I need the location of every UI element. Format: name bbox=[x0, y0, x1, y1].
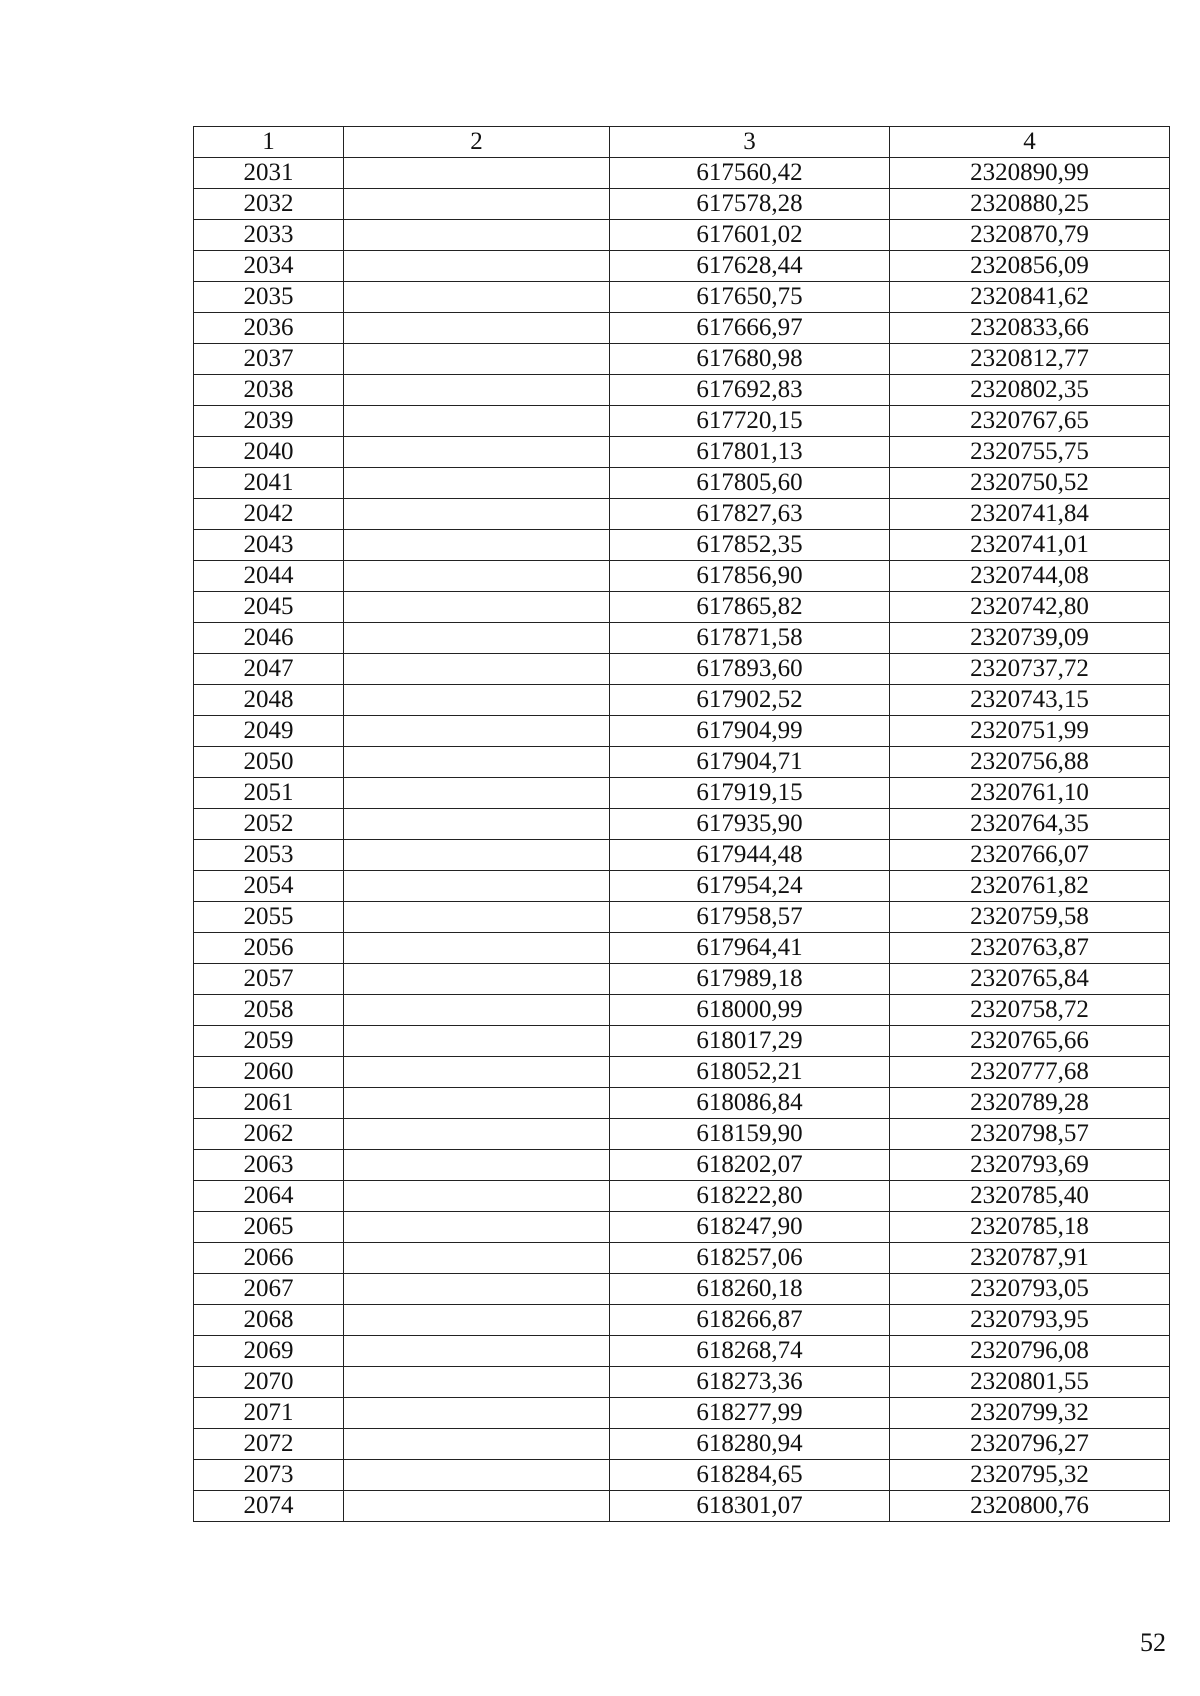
table-cell-col-3: 618159,90 bbox=[610, 1119, 890, 1150]
table-cell-col-2 bbox=[344, 623, 610, 654]
page-number: 52 bbox=[1140, 1628, 1166, 1657]
table-row bbox=[194, 468, 1170, 499]
table-cell-col-3: 617692,83 bbox=[610, 375, 890, 406]
table-cell-col-4: 2320766,07 bbox=[890, 840, 1170, 871]
table-cell-col-3: 618280,94 bbox=[610, 1429, 890, 1460]
table-cell-col-2 bbox=[344, 313, 610, 344]
table-cell-col-1: 2058 bbox=[194, 995, 344, 1026]
table-cell-col-3: 617935,90 bbox=[610, 809, 890, 840]
table-cell-col-3: 618301,07 bbox=[610, 1491, 890, 1522]
table-cell-col-4: 2320739,09 bbox=[890, 623, 1170, 654]
table-cell-col-3: 618273,36 bbox=[610, 1367, 890, 1398]
table-cell-col-3: 617560,42 bbox=[610, 158, 890, 189]
table-cell-col-3: 617919,15 bbox=[610, 778, 890, 809]
table-cell-col-2 bbox=[344, 158, 610, 189]
table-cell-col-2 bbox=[344, 747, 610, 778]
table-cell-col-1: 2053 bbox=[194, 840, 344, 871]
table-cell-col-4: 2320764,35 bbox=[890, 809, 1170, 840]
table-cell-col-2 bbox=[344, 1119, 610, 1150]
table-row bbox=[194, 313, 1170, 344]
table-cell-col-3: 618266,87 bbox=[610, 1305, 890, 1336]
column-header-2: 2 bbox=[344, 127, 610, 158]
table-cell-col-1: 2048 bbox=[194, 685, 344, 716]
table-cell-col-4: 2320798,57 bbox=[890, 1119, 1170, 1150]
column-header-1: 1 bbox=[194, 127, 344, 158]
table-cell-col-4: 2320789,28 bbox=[890, 1088, 1170, 1119]
table-cell-col-1: 2047 bbox=[194, 654, 344, 685]
table-cell-col-4: 2320758,72 bbox=[890, 995, 1170, 1026]
table-cell-col-4: 2320777,68 bbox=[890, 1057, 1170, 1088]
table-cell-col-3: 618247,90 bbox=[610, 1212, 890, 1243]
table-cell-col-3: 617666,97 bbox=[610, 313, 890, 344]
table-cell-col-1: 2036 bbox=[194, 313, 344, 344]
table-row bbox=[194, 1243, 1170, 1274]
table-row bbox=[194, 251, 1170, 282]
table-row bbox=[194, 1274, 1170, 1305]
table-cell-col-1: 2035 bbox=[194, 282, 344, 313]
table-cell-col-2 bbox=[344, 1460, 610, 1491]
table-cell-col-2 bbox=[344, 437, 610, 468]
table-cell-col-3: 617958,57 bbox=[610, 902, 890, 933]
table-cell-col-2 bbox=[344, 809, 610, 840]
table-cell-col-4: 2320793,05 bbox=[890, 1274, 1170, 1305]
table-cell-col-3: 617954,24 bbox=[610, 871, 890, 902]
table-cell-col-1: 2066 bbox=[194, 1243, 344, 1274]
table-row bbox=[194, 747, 1170, 778]
table-cell-col-1: 2064 bbox=[194, 1181, 344, 1212]
table-cell-col-3: 617944,48 bbox=[610, 840, 890, 871]
table-cell-col-1: 2057 bbox=[194, 964, 344, 995]
table-cell-col-2 bbox=[344, 561, 610, 592]
table-cell-col-3: 618052,21 bbox=[610, 1057, 890, 1088]
table-cell-col-2 bbox=[344, 251, 610, 282]
table-cell-col-2 bbox=[344, 685, 610, 716]
table-cell-col-2 bbox=[344, 1026, 610, 1057]
table-body bbox=[194, 158, 1170, 1522]
table-row bbox=[194, 623, 1170, 654]
table-cell-col-2 bbox=[344, 282, 610, 313]
table-row bbox=[194, 778, 1170, 809]
table-row bbox=[194, 1491, 1170, 1522]
table-cell-col-2 bbox=[344, 871, 610, 902]
table-cell-col-3: 618268,74 bbox=[610, 1336, 890, 1367]
table-cell-col-3: 617964,41 bbox=[610, 933, 890, 964]
table-cell-col-3: 618202,07 bbox=[610, 1150, 890, 1181]
table-cell-col-1: 2069 bbox=[194, 1336, 344, 1367]
table-cell-col-3: 618257,06 bbox=[610, 1243, 890, 1274]
table-cell-col-3: 617650,75 bbox=[610, 282, 890, 313]
table-row bbox=[194, 530, 1170, 561]
table-cell-col-2 bbox=[344, 716, 610, 747]
table-cell-col-2 bbox=[344, 406, 610, 437]
table-row bbox=[194, 1367, 1170, 1398]
table-cell-col-2 bbox=[344, 530, 610, 561]
table-cell-col-2 bbox=[344, 1088, 610, 1119]
table-cell-col-1: 2049 bbox=[194, 716, 344, 747]
table-cell-col-1: 2043 bbox=[194, 530, 344, 561]
table-cell-col-1: 2042 bbox=[194, 499, 344, 530]
table-row bbox=[194, 1336, 1170, 1367]
table-cell-col-1: 2055 bbox=[194, 902, 344, 933]
table-cell-col-4: 2320870,79 bbox=[890, 220, 1170, 251]
table-cell-col-1: 2050 bbox=[194, 747, 344, 778]
table-cell-col-3: 617827,63 bbox=[610, 499, 890, 530]
table-row bbox=[194, 1181, 1170, 1212]
table-cell-col-2 bbox=[344, 1181, 610, 1212]
table-cell-col-4: 2320751,99 bbox=[890, 716, 1170, 747]
table-cell-col-3: 617904,99 bbox=[610, 716, 890, 747]
table-row bbox=[194, 1150, 1170, 1181]
table-cell-col-1: 2065 bbox=[194, 1212, 344, 1243]
table-cell-col-1: 2038 bbox=[194, 375, 344, 406]
table-cell-col-1: 2054 bbox=[194, 871, 344, 902]
table-cell-col-1: 2070 bbox=[194, 1367, 344, 1398]
table-cell-col-2 bbox=[344, 995, 610, 1026]
table-cell-col-2 bbox=[344, 1336, 610, 1367]
table-cell-col-1: 2063 bbox=[194, 1150, 344, 1181]
table-cell-col-3: 618284,65 bbox=[610, 1460, 890, 1491]
table-cell-col-1: 2073 bbox=[194, 1460, 344, 1491]
table-cell-col-1: 2031 bbox=[194, 158, 344, 189]
table-cell-col-2 bbox=[344, 964, 610, 995]
table-cell-col-4: 2320756,88 bbox=[890, 747, 1170, 778]
table-cell-col-3: 617852,35 bbox=[610, 530, 890, 561]
table-cell-col-2 bbox=[344, 1243, 610, 1274]
table-cell-col-2 bbox=[344, 1398, 610, 1429]
table-cell-col-4: 2320787,91 bbox=[890, 1243, 1170, 1274]
table-cell-col-3: 617856,90 bbox=[610, 561, 890, 592]
table-row bbox=[194, 902, 1170, 933]
table-cell-col-3: 617902,52 bbox=[610, 685, 890, 716]
table-cell-col-4: 2320741,84 bbox=[890, 499, 1170, 530]
table-cell-col-1: 2074 bbox=[194, 1491, 344, 1522]
table-row bbox=[194, 406, 1170, 437]
table-cell-col-1: 2068 bbox=[194, 1305, 344, 1336]
table-cell-col-4: 2320761,10 bbox=[890, 778, 1170, 809]
table-cell-col-2 bbox=[344, 933, 610, 964]
table-cell-col-1: 2067 bbox=[194, 1274, 344, 1305]
table-cell-col-2 bbox=[344, 1429, 610, 1460]
table-row bbox=[194, 840, 1170, 871]
table-cell-col-4: 2320742,80 bbox=[890, 592, 1170, 623]
table-cell-col-4: 2320737,72 bbox=[890, 654, 1170, 685]
table-cell-col-1: 2052 bbox=[194, 809, 344, 840]
table-cell-col-4: 2320743,15 bbox=[890, 685, 1170, 716]
table-row bbox=[194, 1429, 1170, 1460]
table-cell-col-2 bbox=[344, 1367, 610, 1398]
table-cell-col-4: 2320802,35 bbox=[890, 375, 1170, 406]
table-row bbox=[194, 809, 1170, 840]
table-cell-col-3: 617801,13 bbox=[610, 437, 890, 468]
table-cell-col-3: 617989,18 bbox=[610, 964, 890, 995]
table-cell-col-1: 2056 bbox=[194, 933, 344, 964]
table-cell-col-4: 2320793,69 bbox=[890, 1150, 1170, 1181]
table-cell-col-2 bbox=[344, 1057, 610, 1088]
table-row bbox=[194, 158, 1170, 189]
table-cell-col-2 bbox=[344, 1305, 610, 1336]
table-cell-col-1: 2041 bbox=[194, 468, 344, 499]
table-cell-col-4: 2320800,76 bbox=[890, 1491, 1170, 1522]
table-row bbox=[194, 592, 1170, 623]
coordinates-table bbox=[193, 126, 1170, 1522]
table-row bbox=[194, 282, 1170, 313]
table-cell-col-3: 617601,02 bbox=[610, 220, 890, 251]
table-cell-col-3: 617805,60 bbox=[610, 468, 890, 499]
table-cell-col-1: 2032 bbox=[194, 189, 344, 220]
table-row bbox=[194, 1398, 1170, 1429]
table-row bbox=[194, 1119, 1170, 1150]
table-cell-col-3: 618086,84 bbox=[610, 1088, 890, 1119]
table-cell-col-2 bbox=[344, 902, 610, 933]
table-cell-col-3: 618222,80 bbox=[610, 1181, 890, 1212]
table-cell-col-4: 2320856,09 bbox=[890, 251, 1170, 282]
table-cell-col-2 bbox=[344, 220, 610, 251]
table-cell-col-4: 2320759,58 bbox=[890, 902, 1170, 933]
table-cell-col-2 bbox=[344, 375, 610, 406]
table-row bbox=[194, 220, 1170, 251]
table-cell-col-4: 2320765,66 bbox=[890, 1026, 1170, 1057]
table-cell-col-3: 618277,99 bbox=[610, 1398, 890, 1429]
table-cell-col-1: 2034 bbox=[194, 251, 344, 282]
table-cell-col-3: 617893,60 bbox=[610, 654, 890, 685]
table-cell-col-1: 2046 bbox=[194, 623, 344, 654]
table-cell-col-1: 2051 bbox=[194, 778, 344, 809]
table-row bbox=[194, 1212, 1170, 1243]
table-cell-col-4: 2320785,18 bbox=[890, 1212, 1170, 1243]
table-cell-col-2 bbox=[344, 499, 610, 530]
table-row bbox=[194, 499, 1170, 530]
table-cell-col-4: 2320801,55 bbox=[890, 1367, 1170, 1398]
table-row bbox=[194, 1026, 1170, 1057]
table-row bbox=[194, 1088, 1170, 1119]
table-cell-col-3: 618000,99 bbox=[610, 995, 890, 1026]
table-row bbox=[194, 716, 1170, 747]
table-cell-col-2 bbox=[344, 654, 610, 685]
table-cell-col-4: 2320761,82 bbox=[890, 871, 1170, 902]
table-cell-col-1: 2071 bbox=[194, 1398, 344, 1429]
table-cell-col-4: 2320799,32 bbox=[890, 1398, 1170, 1429]
table-cell-col-2 bbox=[344, 1150, 610, 1181]
table-cell-col-2 bbox=[344, 1491, 610, 1522]
column-header-3: 3 bbox=[610, 127, 890, 158]
table-row bbox=[194, 1305, 1170, 1336]
table-cell-col-3: 618260,18 bbox=[610, 1274, 890, 1305]
table-cell-col-1: 2033 bbox=[194, 220, 344, 251]
table-row bbox=[194, 933, 1170, 964]
table-cell-col-2 bbox=[344, 840, 610, 871]
table-cell-col-4: 2320741,01 bbox=[890, 530, 1170, 561]
table-cell-col-4: 2320841,62 bbox=[890, 282, 1170, 313]
table-row bbox=[194, 375, 1170, 406]
table-cell-col-4: 2320812,77 bbox=[890, 344, 1170, 375]
table-cell-col-3: 617628,44 bbox=[610, 251, 890, 282]
table-cell-col-1: 2062 bbox=[194, 1119, 344, 1150]
table-cell-col-1: 2072 bbox=[194, 1429, 344, 1460]
table-cell-col-3: 617578,28 bbox=[610, 189, 890, 220]
table-cell-col-2 bbox=[344, 778, 610, 809]
table-cell-col-4: 2320833,66 bbox=[890, 313, 1170, 344]
table-cell-col-4: 2320767,65 bbox=[890, 406, 1170, 437]
table-cell-col-1: 2037 bbox=[194, 344, 344, 375]
table-row bbox=[194, 964, 1170, 995]
table-cell-col-4: 2320763,87 bbox=[890, 933, 1170, 964]
table-cell-col-3: 617865,82 bbox=[610, 592, 890, 623]
header-row bbox=[194, 127, 1170, 158]
table-row bbox=[194, 995, 1170, 1026]
table-cell-col-1: 2061 bbox=[194, 1088, 344, 1119]
table-cell-col-4: 2320890,99 bbox=[890, 158, 1170, 189]
table-cell-col-4: 2320744,08 bbox=[890, 561, 1170, 592]
table-cell-col-2 bbox=[344, 1212, 610, 1243]
table-cell-col-1: 2039 bbox=[194, 406, 344, 437]
table-cell-col-1: 2040 bbox=[194, 437, 344, 468]
table-row bbox=[194, 685, 1170, 716]
table-cell-col-4: 2320755,75 bbox=[890, 437, 1170, 468]
table-cell-col-2 bbox=[344, 592, 610, 623]
table-cell-col-4: 2320750,52 bbox=[890, 468, 1170, 499]
table-cell-col-3: 617871,58 bbox=[610, 623, 890, 654]
table-cell-col-1: 2045 bbox=[194, 592, 344, 623]
table-cell-col-2 bbox=[344, 1274, 610, 1305]
column-header-4: 4 bbox=[890, 127, 1170, 158]
table-cell-col-1: 2044 bbox=[194, 561, 344, 592]
table-cell-col-4: 2320765,84 bbox=[890, 964, 1170, 995]
table-cell-col-3: 617720,15 bbox=[610, 406, 890, 437]
table-row bbox=[194, 561, 1170, 592]
table-cell-col-3: 617680,98 bbox=[610, 344, 890, 375]
table-row bbox=[194, 344, 1170, 375]
table-cell-col-4: 2320796,27 bbox=[890, 1429, 1170, 1460]
table-cell-col-1: 2060 bbox=[194, 1057, 344, 1088]
table-row bbox=[194, 654, 1170, 685]
table-row bbox=[194, 1460, 1170, 1491]
table-row bbox=[194, 437, 1170, 468]
table-cell-col-2 bbox=[344, 189, 610, 220]
table-cell-col-2 bbox=[344, 344, 610, 375]
table-row bbox=[194, 189, 1170, 220]
table-header bbox=[194, 127, 1170, 158]
table-cell-col-4: 2320793,95 bbox=[890, 1305, 1170, 1336]
table-cell-col-3: 617904,71 bbox=[610, 747, 890, 778]
table-cell-col-3: 618017,29 bbox=[610, 1026, 890, 1057]
table-cell-col-4: 2320785,40 bbox=[890, 1181, 1170, 1212]
table-cell-col-1: 2059 bbox=[194, 1026, 344, 1057]
table-row bbox=[194, 871, 1170, 902]
table-row bbox=[194, 1057, 1170, 1088]
table-cell-col-4: 2320795,32 bbox=[890, 1460, 1170, 1491]
table-cell-col-4: 2320796,08 bbox=[890, 1336, 1170, 1367]
table-cell-col-2 bbox=[344, 468, 610, 499]
table-cell-col-4: 2320880,25 bbox=[890, 189, 1170, 220]
